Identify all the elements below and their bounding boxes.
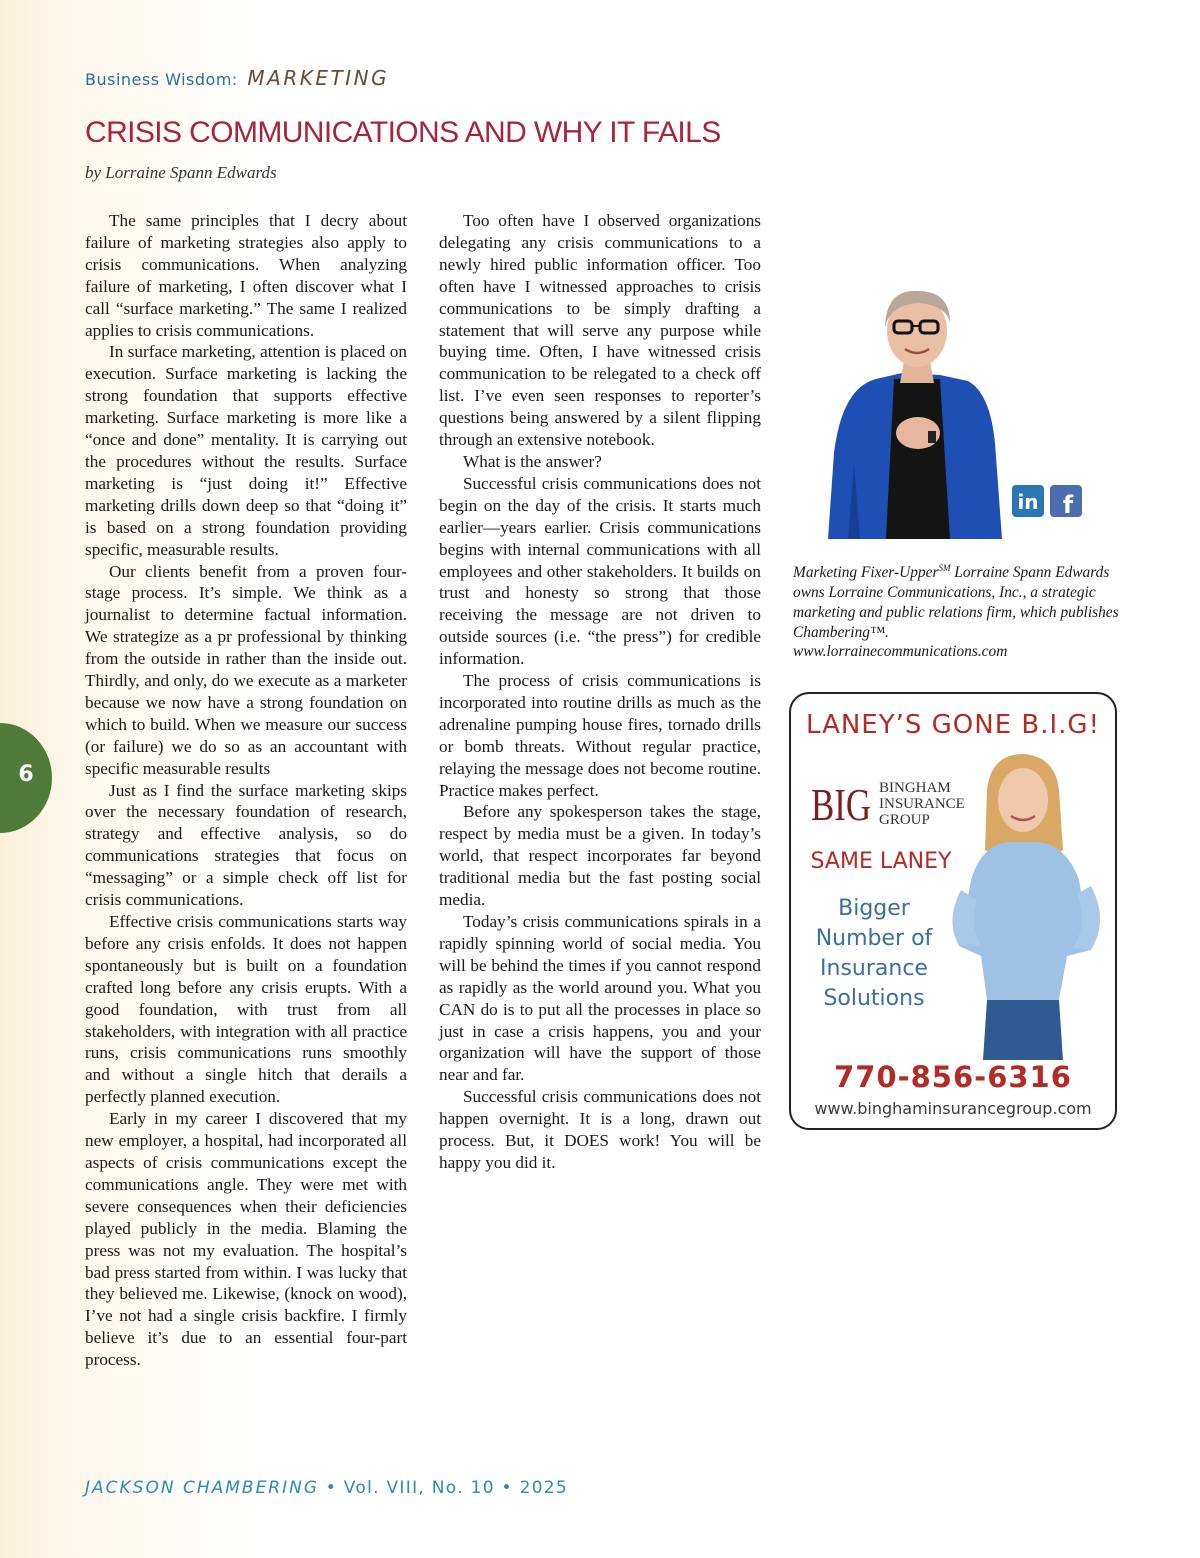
section-label [85,66,389,90]
ad-model-photo [941,750,1113,1060]
tagline-line: Bigger [838,896,910,921]
page-footer [85,1478,568,1498]
svg-text:GROUP: GROUP [879,812,930,828]
issue-info: • Vol. VIII, No. 10 • 2025 [319,1478,569,1498]
paragraph: Early in my career I discovered that my new employer, a hospital, had incorporated all aspects of crisis communications except the communications angle. They were met with severe consequences when their deficiencies played publicly in the media. Blaming the press was not my evaluation. The hospital’s bad press started from within. I was lucky that they believed me. Likewise, (knock on wood), I’ve not had a single crisis backfire. I firmly believe it’s due to an essential four-part process. [85,1109,407,1370]
tagline-line: Number of [815,926,933,951]
page-number: 6 [18,762,34,787]
caption-lead: Marketing Fixer-Upper [793,564,939,582]
author-caption [793,559,1123,662]
section-kicker: MARKETING [247,66,390,90]
facebook-icon[interactable] [1050,485,1082,519]
article-column-1 [85,210,407,1371]
paragraph: Today’s crisis communications spirals in a rapidly spinning world of social media. You will be behind the times if you cannot respond as rapidly as the world around you. What you CAN do is to put all the processes in place so just in case a crisis happens, you and your organization will have the support of those near and far. [439,912,761,1085]
svg-text:BINGHAM: BINGHAM [879,780,951,796]
paragraph: Before any spokesperson takes the stage, respect by media must be a given. In today’s world, that respect incorporates far beyond traditional media but the fast posting social media. [439,802,761,910]
article-column-2 [439,210,761,1174]
caption-text: Lorraine Spann Edwards owns Lorraine Communications, Inc., a strategic marketing and public relations firm, which publishes Chambering™. [793,564,1119,641]
tagline-line: Solutions [823,986,925,1011]
advertisement[interactable] [789,692,1117,1130]
ad-phone-number[interactable]: 770-856-6316 [834,1060,1072,1094]
paragraph: Successful crisis communications does not happen overnight. It is a long, drawn out process. But, it DOES work! You will be happy you did it. [439,1087,761,1172]
paragraph: Effective crisis communications starts way before any crisis enfolds. It does not happen spontaneously but is built on a foundation crafted long before any crisis erupts. With a good foundation, with trust from all stakeholders, with integration with all practice runs, crisis communications runs smoothly and without a single hitch that derails a perfectly planned execution. [85,912,407,1107]
byline: by Lorraine Spann Edwards [85,163,277,182]
paragraph: Our clients benefit from a proven four-stage process. It’s simple. We think as a journalist to determine factual information. We strategize as a pr professional by thinking from the outside in rather than the inside out. Thirdly, and only, do we execute as a marketer because we now have a strong foundation on which to build. When we measure our success (or failure) we do so as an accountant with specific measurable results [85,561,407,778]
ad-website-link[interactable]: www.binghaminsurancegroup.com [814,1099,1092,1118]
author-website-link[interactable]: www.lorrainecommunications.com [793,643,1008,661]
author-photo [790,283,1110,539]
article-title: CRISIS COMMUNICATIONS AND WHY IT FAILS [85,116,721,149]
svg-text:in: in [1017,490,1039,514]
paragraph: The process of crisis communications is incorporated into routine drills as much as the adrenaline pumping house fires, tornado drills or bomb threats. Without regular practice, relaying the message does not become routine. Practice makes perfect. [439,671,761,800]
service-mark: SM [938,563,951,573]
section-name: Business Wisdom: [85,70,238,89]
ad-headline: LANEY’S GONE B.I.G! [805,710,1101,740]
paragraph: Too often have I observed organizations delegating any crisis communications to a newly hired public information officer. Too often have I witnessed approaches to crisis communications to be simply drafting a statement that will serve any purpose while buying time. Often, I have witnessed crisis communication to be relegated to a check off list. I’ve even seen responses to reporter’s questions being answered by a silent flipping through an extensive notebook. [439,211,761,450]
svg-text:f: f [1062,491,1074,519]
magazine-name: JACKSON CHAMBERING [85,1478,320,1498]
paragraph: What is the answer? [463,451,602,471]
ad-subheadline: SAME LANEY [810,849,952,874]
paragraph: The same principles that I decry about failure of marketing strategies also apply to crisis communications. When analyzing failure of marketing, I often discover what I call “surface marketing.” The same I realized applies to crisis communications. [85,211,407,340]
ad-tagline [805,894,943,1014]
paragraph: In surface marketing, attention is placed on execution. Surface marketing is lacking the strong foundation that supports effective marketing. Surface marketing is more like a “once and done” mentality. It is carrying out the procedures without the results. Surface marketing is “just doing it!” Effective marketing drills down deep so that “doing it” is based on a strong foundation providing specific, measurable results. [85,342,407,559]
tagline-line: Insurance [820,956,928,981]
paragraph: Just as I find the surface marketing skips over the necessary foundation of research, strategy and effective analysis, so do communications strategies that focus on “messaging” or a simple check off list for crisis communications. [85,780,407,910]
paragraph: Successful crisis communications does not begin on the day of the crisis. It starts much earlier—years earlier. Crisis communications begins with internal communications with all employees and other stakeholders. It builds on trust and honesty so strong that those receiving the message are not driven to outside sources (i.e. “the press”) for credible information. [439,473,761,669]
svg-text:INSURANCE: INSURANCE [879,796,965,812]
linkedin-icon[interactable] [1012,485,1044,517]
svg-text:BIG: BIG [811,779,871,830]
